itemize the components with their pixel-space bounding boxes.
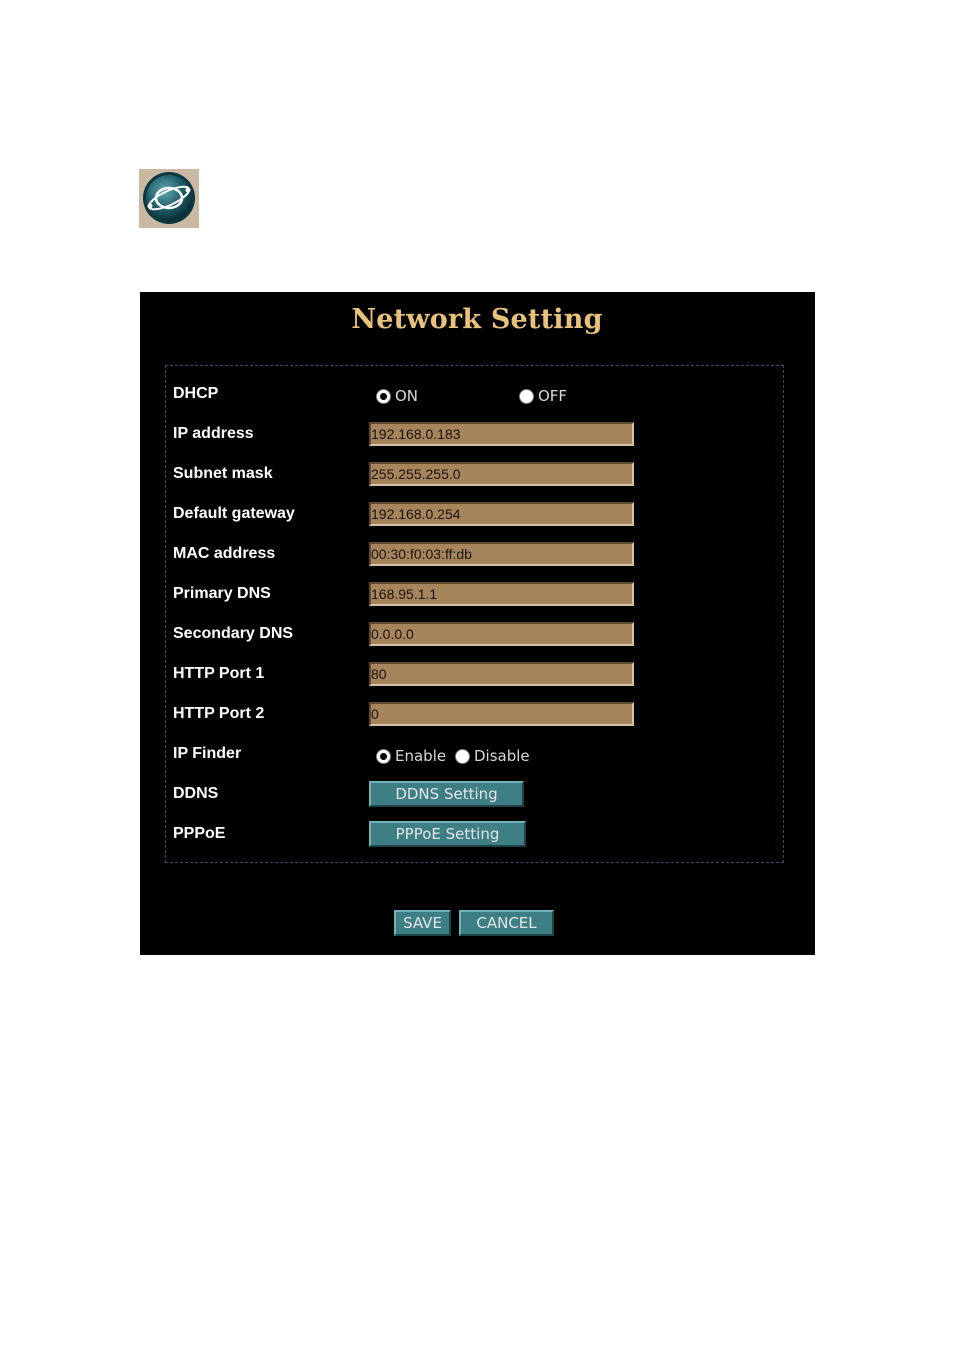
dhcp-off-radio[interactable] — [519, 389, 534, 404]
ip-finder-enable-label: Enable — [395, 747, 447, 765]
save-button[interactable]: SAVE — [394, 910, 451, 936]
ip-finder-disable-option[interactable] — [455, 747, 530, 765]
ip-finder-enable-option[interactable] — [376, 747, 446, 765]
http-port-1-field[interactable] — [369, 662, 634, 686]
secondary-dns-label: Secondary DNS — [173, 625, 294, 642]
dhcp-on-option[interactable] — [376, 387, 418, 405]
primary-dns-field[interactable] — [369, 582, 634, 606]
mac-address-label: MAC address — [173, 545, 276, 562]
dhcp-off-option[interactable] — [519, 387, 567, 405]
mac-address-field[interactable] — [369, 542, 634, 566]
ddns-setting-button[interactable]: DDNS Setting — [369, 781, 524, 807]
default-gateway-field[interactable] — [369, 502, 634, 526]
http-port-2-label: HTTP Port 2 — [173, 705, 265, 722]
default-gateway-label: Default gateway — [173, 505, 295, 522]
subnet-mask-field[interactable] — [369, 462, 634, 486]
primary-dns-label: Primary DNS — [173, 585, 271, 602]
ip-finder-label: IP Finder — [173, 745, 242, 762]
network-globe-icon — [139, 169, 199, 228]
panel-title: Network Setting — [351, 304, 603, 335]
dhcp-off-label: OFF — [538, 387, 568, 405]
ip-address-label: IP address — [173, 425, 254, 442]
cancel-button[interactable]: CANCEL — [459, 910, 554, 936]
dhcp-label: DHCP — [173, 385, 219, 402]
ip-finder-enable-radio[interactable] — [376, 749, 391, 764]
ip-finder-disable-label: Disable — [474, 747, 530, 765]
ip-finder-disable-radio[interactable] — [455, 749, 470, 764]
http-port-1-label: HTTP Port 1 — [173, 665, 265, 682]
subnet-mask-label: Subnet mask — [173, 465, 273, 482]
pppoe-setting-button[interactable]: PPPoE Setting — [369, 821, 526, 847]
ddns-label: DDNS — [173, 785, 219, 802]
dhcp-on-radio[interactable] — [376, 389, 391, 404]
ip-address-field[interactable] — [369, 422, 634, 446]
pppoe-label: PPPoE — [173, 825, 226, 842]
dhcp-on-label: ON — [395, 387, 419, 405]
http-port-2-field[interactable] — [369, 702, 634, 726]
secondary-dns-field[interactable] — [369, 622, 634, 646]
